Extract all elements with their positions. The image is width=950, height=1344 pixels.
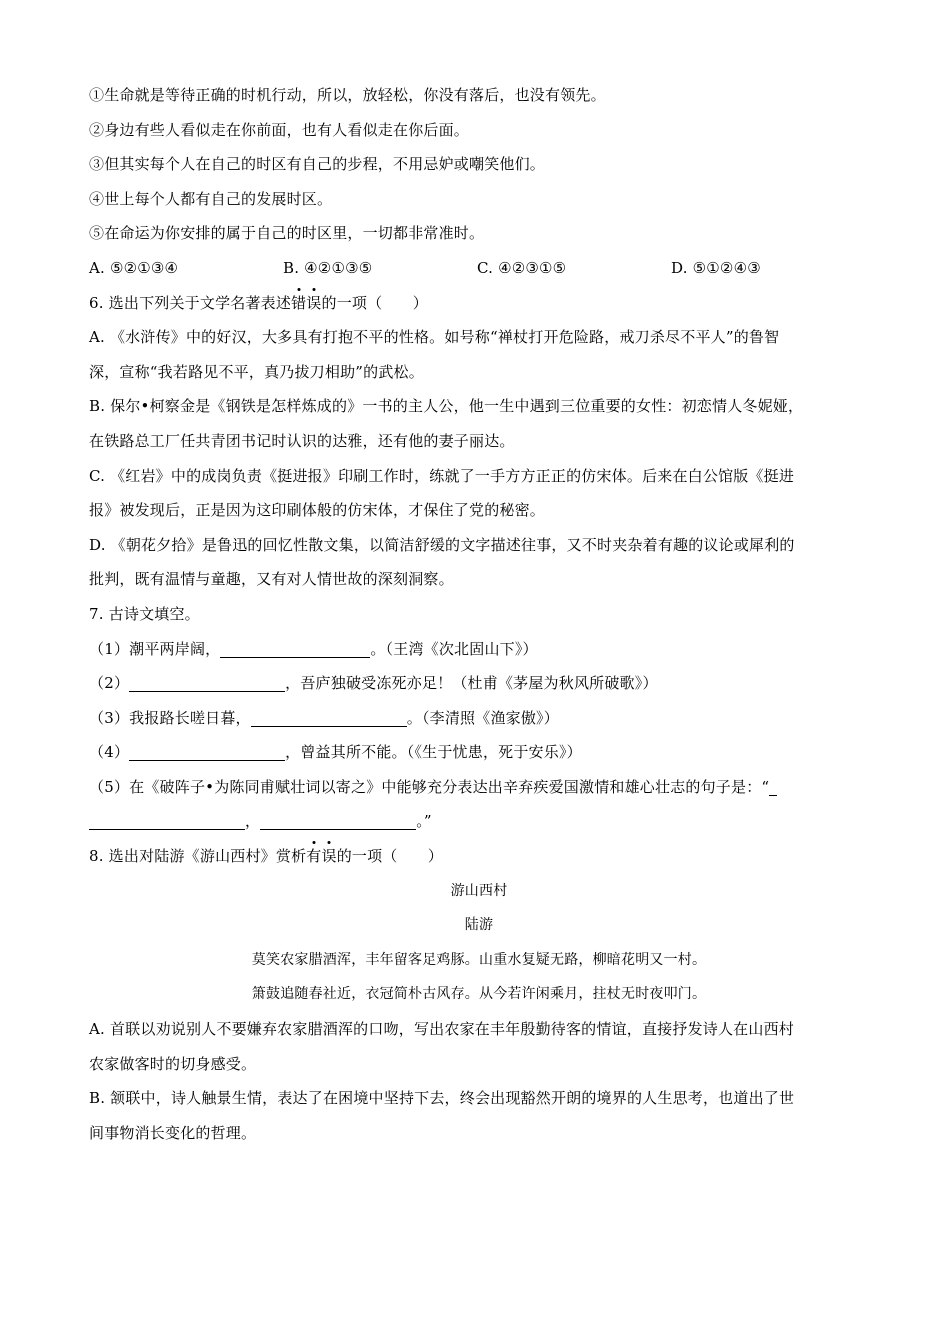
question-8 xyxy=(89,839,869,1150)
item-text: （1）潮平两岸阔， xyxy=(89,639,221,658)
fill-item-1 xyxy=(89,632,869,667)
item-text: 。（李清照《渔家傲》） xyxy=(406,708,559,727)
option-a-line-2: 深，宣称“我若路见不平，真乃拔刀相助”的武松。 xyxy=(89,362,424,381)
stem-text: 8. 选出对陆游《游山西村》赏析 xyxy=(89,847,307,866)
item-text: （5）在《破阵子•为陈同甫赋壮词以寄之》中能够充分表达出辛弃疾爱国激情和雄心壮志的句子是：“ xyxy=(89,777,770,796)
option-c-line-1[interactable]: C. 《红岩》中的成岗负责《挺进报》印刷工作时，练就了一手方方正正的仿宋体。后来在白公馆版《挺进 xyxy=(89,466,795,485)
sentence-5: ⑤在命运为你安排的属于自己的时区里，一切都非常准时。 xyxy=(89,224,485,243)
option-d-line-1[interactable]: D. 《朝花夕拾》是鲁迅的回忆性散文集，以简洁舒缓的文字描述往事，又不时夹杂着有趣的议论或犀利的 xyxy=(89,535,795,554)
item-text: 。” xyxy=(416,812,432,831)
poem-line-2: 箫鼓追随春社近，衣冠简朴古风存。从今若许闲乘月，拄杖无时夜叩门。 xyxy=(251,986,707,1003)
option-a-line-1[interactable]: A. 首联以劝说别人不要嫌弃农家腊酒浑的口吻，写出农家在丰年殷勤待客的情谊，直接抒发诗人在山西村 xyxy=(89,1020,794,1039)
sentence-2: ②身边有些人看似走在你前面，也有人看似走在你后面。 xyxy=(89,120,470,139)
stem-text: 的一项（ ） xyxy=(321,293,428,312)
answer-blank[interactable] xyxy=(129,742,285,761)
fill-item-5-line-2 xyxy=(89,804,869,839)
exam-page xyxy=(89,78,869,1150)
option-d[interactable]: D. ⑤①②④③ xyxy=(671,258,761,277)
stem-text: 6. 选出下列关于文学名著表述 xyxy=(89,293,292,312)
option-b-line-1[interactable]: B. 颔联中，诗人触景生情，表达了在困境中坚持下去，终会出现豁然开朗的境界的人生思考，也道出了世 xyxy=(89,1089,795,1108)
question-6 xyxy=(89,286,869,597)
option-c[interactable]: C. ④②③①⑤ xyxy=(477,258,567,277)
fill-item-2 xyxy=(89,666,869,701)
option-a-line-1[interactable]: A. 《水浒传》中的好汉，大多具有打抱不平的性格。如号称“禅杖打开危险路，戒刀杀尽不平人”的鲁智 xyxy=(89,328,780,347)
item-text: （4） xyxy=(89,743,130,762)
sentence-4: ④世上每个人都有自己的发展时区。 xyxy=(89,189,333,208)
question-6-stem xyxy=(89,286,869,321)
question-7-stem: 7. 古诗文填空。 xyxy=(89,604,200,623)
item-text: 。（王湾《次北固山下》） xyxy=(370,639,538,658)
item-text: ，吾庐独破受冻死亦足！（杜甫《茅屋为秋风所破歌》） xyxy=(285,674,658,693)
emphasis-char: 有 xyxy=(306,839,321,874)
fill-item-4 xyxy=(89,735,869,770)
answer-blank[interactable] xyxy=(260,811,416,830)
option-a-line-2: 农家做客时的切身感受。 xyxy=(89,1054,257,1073)
option-b-line-2: 在铁路总工厂任共青团书记时认识的达雅，还有他的妻子丽达。 xyxy=(89,431,515,450)
option-b[interactable]: B. ④②①③⑤ xyxy=(283,258,373,277)
stem-text: 的一项（ ） xyxy=(336,847,444,866)
fill-item-3 xyxy=(89,701,869,736)
answer-blank[interactable] xyxy=(251,708,407,727)
fill-item-5-line-1 xyxy=(89,770,869,805)
sentence-3: ③但其实每个人在自己的时区有自己的步程，不用忌妒或嘲笑他们。 xyxy=(89,155,546,174)
question-7 xyxy=(89,597,869,839)
poem-author: 陆游 xyxy=(464,917,494,934)
sentence-1: ①生命就是等待正确的时机行动，所以，放轻松，你没有落后，也没有领先。 xyxy=(89,86,606,104)
option-b-line-2: 间事物消长变化的哲理。 xyxy=(89,1123,257,1142)
option-a[interactable]: A. ⑤②①③④ xyxy=(89,258,179,277)
item-text: （2） xyxy=(89,674,130,693)
emphasis-char: 错 xyxy=(291,286,306,321)
item-text: （3）我报路长嗟日暮， xyxy=(89,708,251,727)
answer-blank[interactable] xyxy=(769,777,777,796)
option-d-line-2: 批判，既有温情与童趣，又有对人情世故的深刻洞察。 xyxy=(89,570,454,589)
question-8-stem xyxy=(89,839,869,874)
answer-blank[interactable] xyxy=(89,811,245,830)
question-5-options xyxy=(89,251,869,286)
emphasis-char: 误 xyxy=(321,839,336,874)
item-text: ， xyxy=(245,812,261,831)
poem-title: 游山西村 xyxy=(450,882,508,899)
option-c-line-2: 报》被发现后，正是因为这印刷体般的仿宋体，才保住了党的秘密。 xyxy=(89,501,546,520)
option-b-line-1[interactable]: B. 保尔•柯察金是《钢铁是怎样炼成的》一书的主人公，他一生中遇到三位重要的女性：初恋情人冬妮娅， xyxy=(89,397,804,416)
emphasis-char: 误 xyxy=(306,286,321,321)
item-text: ，曾益其所不能。（《生于忧患，死于安乐》） xyxy=(285,743,582,762)
answer-blank[interactable] xyxy=(220,639,370,658)
poem-line-1: 莫笑农家腊酒浑，丰年留客足鸡豚。山重水复疑无路，柳暗花明又一村。 xyxy=(251,951,707,968)
answer-blank[interactable] xyxy=(129,673,285,692)
question-5-sentences xyxy=(89,78,869,286)
